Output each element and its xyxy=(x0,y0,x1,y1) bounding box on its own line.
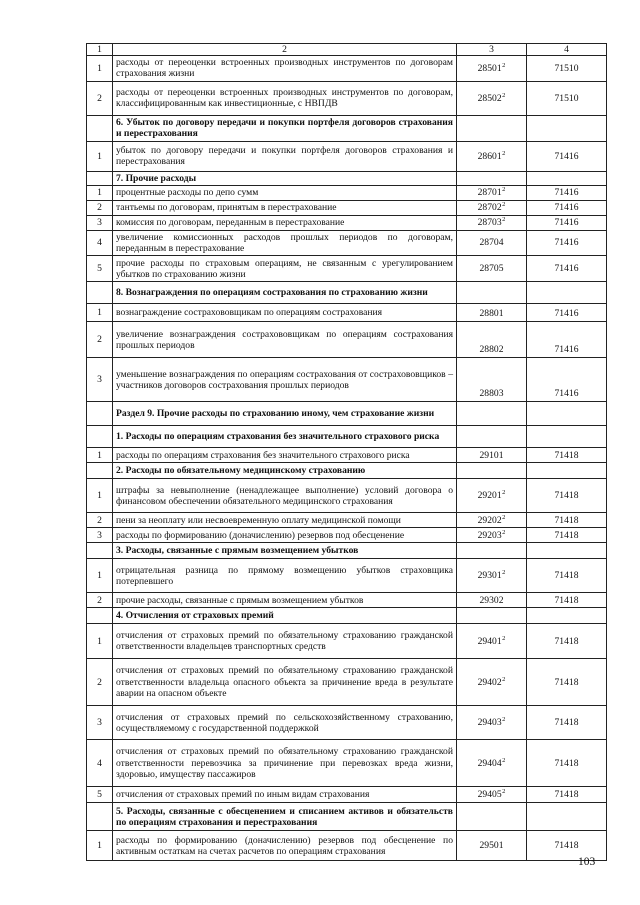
table-row xyxy=(87,513,607,528)
footnote-mark: 2 xyxy=(502,756,506,764)
table-row xyxy=(87,322,607,358)
row-description: убыток по договору передачи и покупки портфеля договоров страхования и перестрахования xyxy=(113,141,457,171)
row-description: отчисления от страховых премий по обязательному страхованию гражданской ответственности перевозчика за причинение при перевозках вреда жизни, здоровью, имуществу пассажиров xyxy=(113,740,457,787)
symbol-code xyxy=(527,115,607,141)
row-number: 2 xyxy=(87,659,113,706)
row-number: 5 xyxy=(87,256,113,282)
symbol-code: 71418 xyxy=(527,528,607,543)
table-header-row xyxy=(87,44,607,56)
section-heading-row xyxy=(87,803,607,831)
row-number: 2 xyxy=(87,200,113,215)
account-code xyxy=(457,56,527,81)
section-heading-row xyxy=(87,115,607,141)
symbol-code: 71416 xyxy=(527,215,607,230)
row-number xyxy=(87,803,113,831)
account-code xyxy=(457,81,527,115)
header-col-symbol: 4 xyxy=(527,44,607,56)
table-row xyxy=(87,215,607,230)
symbol-code: 71416 xyxy=(527,185,607,200)
account-code-value: 28703 xyxy=(477,217,502,229)
account-code xyxy=(457,448,527,463)
section-title: 1. Расходы по операциям страхования без значительного страхового риска xyxy=(113,426,457,448)
account-code-value: 29401 xyxy=(477,635,502,647)
row-number: 1 xyxy=(87,185,113,200)
section-title: 8. Вознаграждения по операциям сострахования по страхованию жизни xyxy=(113,282,457,304)
table-row xyxy=(87,230,607,255)
account-code xyxy=(457,282,527,304)
account-code xyxy=(457,171,527,185)
symbol-code: 71510 xyxy=(527,81,607,115)
header-col-name: 2 xyxy=(113,44,457,56)
table-row xyxy=(87,56,607,81)
symbol-code xyxy=(527,171,607,185)
row-number xyxy=(87,463,113,479)
row-number: 2 xyxy=(87,593,113,608)
symbol-code: 71510 xyxy=(527,56,607,81)
row-description: прочие расходы, связанные с прямым возмещением убытков xyxy=(113,593,457,608)
section-title: 2. Расходы по обязательному медицинскому страхованию xyxy=(113,463,457,479)
symbol-code: 71418 xyxy=(527,831,607,861)
account-code-value: 28701 xyxy=(477,187,502,199)
account-code-value: 28705 xyxy=(479,263,504,275)
table-row xyxy=(87,559,607,593)
account-code-value: 29301 xyxy=(477,570,502,582)
row-number xyxy=(87,608,113,624)
symbol-code: 71418 xyxy=(527,659,607,706)
row-number xyxy=(87,402,113,426)
row-number: 1 xyxy=(87,624,113,659)
account-code-value: 29501 xyxy=(479,840,504,852)
account-code-value: 29203 xyxy=(477,529,502,541)
row-number xyxy=(87,171,113,185)
row-description: расходы от переоценки встроенных производных инструментов по договорам страхования жизни xyxy=(113,56,457,81)
header-col-number: 1 xyxy=(87,44,113,56)
row-number: 3 xyxy=(87,528,113,543)
account-code xyxy=(457,659,527,706)
row-description: увеличение комиссионных расходов прошлых периодов по договорам, переданным в перестрахование xyxy=(113,230,457,255)
table-row xyxy=(87,528,607,543)
table-row xyxy=(87,81,607,115)
symbol-code: 71416 xyxy=(527,322,607,358)
account-code-value: 29403 xyxy=(477,717,502,729)
section-title: Раздел 9. Прочие расходы по страхованию иному, чем страхование жизни xyxy=(113,402,457,426)
table-row xyxy=(87,740,607,787)
symbol-code: 71418 xyxy=(527,593,607,608)
row-description: процентные расходы по депо сумм xyxy=(113,185,457,200)
row-number xyxy=(87,426,113,448)
account-code-value: 29201 xyxy=(477,490,502,502)
account-code-value: 29402 xyxy=(477,676,502,688)
symbol-code: 71418 xyxy=(527,740,607,787)
section-heading-row xyxy=(87,426,607,448)
account-code xyxy=(457,543,527,559)
section-heading-row xyxy=(87,543,607,559)
symbol-code: 71418 xyxy=(527,448,607,463)
row-number xyxy=(87,282,113,304)
table-row xyxy=(87,200,607,215)
account-code xyxy=(457,803,527,831)
table-row xyxy=(87,624,607,659)
row-description: расходы по формированию (доначислению) резервов под обесценение xyxy=(113,528,457,543)
account-code xyxy=(457,608,527,624)
row-number: 5 xyxy=(87,787,113,803)
row-description: штрафы за невыполнение (ненадлежащее выполнение) условий договора о финансовом обеспечении обязательного медицинского страхования xyxy=(113,479,457,513)
footnote-mark: 2 xyxy=(502,528,506,536)
row-number xyxy=(87,543,113,559)
account-table-body xyxy=(87,44,607,861)
row-description: расходы от переоценки встроенных производных инструментов по договорам, классифицированным как инвестиционные, с НВПДВ xyxy=(113,81,457,115)
account-code-value: 29404 xyxy=(477,757,502,769)
table-row xyxy=(87,448,607,463)
table-row xyxy=(87,831,607,861)
account-code xyxy=(457,513,527,528)
account-code xyxy=(457,528,527,543)
account-code xyxy=(457,706,527,740)
footnote-mark: 2 xyxy=(502,716,506,724)
account-code xyxy=(457,624,527,659)
account-code xyxy=(457,593,527,608)
section-heading-row xyxy=(87,282,607,304)
row-number: 1 xyxy=(87,831,113,861)
footnote-mark: 2 xyxy=(502,61,506,69)
footnote-mark: 2 xyxy=(502,149,506,157)
footnote-mark: 2 xyxy=(502,675,506,683)
row-description: пени за неоплату или несвоевременную оплату медицинской помощи xyxy=(113,513,457,528)
row-number: 3 xyxy=(87,706,113,740)
account-code-value: 28803 xyxy=(479,388,504,400)
table-row xyxy=(87,593,607,608)
account-table xyxy=(86,43,607,861)
symbol-code: 71418 xyxy=(527,479,607,513)
symbol-code: 71418 xyxy=(527,706,607,740)
section-title: 6. Убыток по договору передачи и покупки портфеля договоров страхования и перестрахования xyxy=(113,115,457,141)
table-row xyxy=(87,256,607,282)
account-code xyxy=(457,256,527,282)
account-code xyxy=(457,426,527,448)
row-description: уменьшение вознаграждения по операциям сострахования от сострахововщиков – участников договоров сострахования прошлых периодов xyxy=(113,358,457,402)
account-code-value: 28802 xyxy=(479,344,504,356)
header-col-code: 3 xyxy=(457,44,527,56)
row-number xyxy=(87,115,113,141)
account-code xyxy=(457,787,527,803)
row-description: вознаграждение сострахововщикам по операциям сострахования xyxy=(113,304,457,322)
footnote-mark: 2 xyxy=(502,201,506,209)
account-code xyxy=(457,185,527,200)
row-number: 1 xyxy=(87,141,113,171)
account-code-value: 29302 xyxy=(479,594,504,606)
account-code xyxy=(457,141,527,171)
account-code-value: 28502 xyxy=(477,92,502,104)
account-code xyxy=(457,230,527,255)
row-number: 2 xyxy=(87,513,113,528)
row-description: тантьемы по договорам, принятым в перестрахование xyxy=(113,200,457,215)
symbol-code: 71418 xyxy=(527,624,607,659)
footnote-mark: 2 xyxy=(502,91,506,99)
table-row xyxy=(87,185,607,200)
row-number: 4 xyxy=(87,230,113,255)
row-number: 2 xyxy=(87,81,113,115)
section-title: 4. Отчисления от страховых премий xyxy=(113,608,457,624)
table-row xyxy=(87,706,607,740)
account-code xyxy=(457,740,527,787)
row-description: расходы по операциям страхования без значительного страхового риска xyxy=(113,448,457,463)
row-number: 4 xyxy=(87,740,113,787)
account-code xyxy=(457,304,527,322)
account-code-value: 28601 xyxy=(477,150,502,162)
account-code xyxy=(457,200,527,215)
symbol-code xyxy=(527,402,607,426)
symbol-code: 71418 xyxy=(527,559,607,593)
account-code xyxy=(457,559,527,593)
symbol-code: 71418 xyxy=(527,787,607,803)
account-code xyxy=(457,402,527,426)
account-code-value: 29101 xyxy=(479,449,504,461)
account-code-value: 29202 xyxy=(477,514,502,526)
table-row xyxy=(87,141,607,171)
account-code xyxy=(457,479,527,513)
row-number: 1 xyxy=(87,448,113,463)
footnote-mark: 2 xyxy=(502,489,506,497)
row-number: 1 xyxy=(87,479,113,513)
row-description: отчисления от страховых премий по обязательному страхованию гражданской ответственности владельцев транспортных средств xyxy=(113,624,457,659)
account-code xyxy=(457,115,527,141)
row-description: отчисления от страховых премий по сельскохозяйственному страхованию, осуществляемому с государственной поддержкой xyxy=(113,706,457,740)
section-heading-row xyxy=(87,402,607,426)
row-description: отчисления от страховых премий по иным видам страхования xyxy=(113,787,457,803)
row-description: комиссия по договорам, переданным в перестрахование xyxy=(113,215,457,230)
section-title: 3. Расходы, связанные с прямым возмещением убытков xyxy=(113,543,457,559)
symbol-code xyxy=(527,608,607,624)
footnote-mark: 2 xyxy=(502,634,506,642)
table-row xyxy=(87,479,607,513)
account-code-value: 28704 xyxy=(479,237,504,249)
section-title: 7. Прочие расходы xyxy=(113,171,457,185)
page-number: 103 xyxy=(578,856,596,868)
footnote-mark: 2 xyxy=(502,216,506,224)
row-description: увеличение вознаграждения сострахововщикам по операциям сострахования прошлых периодов xyxy=(113,322,457,358)
symbol-code: 71416 xyxy=(527,141,607,171)
symbol-code xyxy=(527,426,607,448)
symbol-code: 71416 xyxy=(527,200,607,215)
table-row xyxy=(87,659,607,706)
symbol-code: 71416 xyxy=(527,304,607,322)
table-row xyxy=(87,304,607,322)
row-description: прочие расходы по страховым операциям, не связанным с урегулированием убытков по страхованию жизни xyxy=(113,256,457,282)
row-description: расходы по формированию (доначислению) резервов под обесценение по активным остаткам на счетах расчетов по операциям страхования xyxy=(113,831,457,861)
account-code xyxy=(457,831,527,861)
account-code-value: 28702 xyxy=(477,202,502,214)
section-heading-row xyxy=(87,463,607,479)
symbol-code xyxy=(527,463,607,479)
symbol-code xyxy=(527,543,607,559)
symbol-code: 71416 xyxy=(527,230,607,255)
section-heading-row xyxy=(87,608,607,624)
table-row xyxy=(87,787,607,803)
account-code xyxy=(457,322,527,358)
footnote-mark: 2 xyxy=(502,186,506,194)
row-number: 3 xyxy=(87,215,113,230)
row-number: 1 xyxy=(87,56,113,81)
account-code xyxy=(457,358,527,402)
row-number: 2 xyxy=(87,322,113,358)
row-number: 1 xyxy=(87,304,113,322)
section-heading-row xyxy=(87,171,607,185)
row-number: 1 xyxy=(87,559,113,593)
row-description: отрицательная разница по прямому возмещению убытков страховщика потерпевшего xyxy=(113,559,457,593)
symbol-code xyxy=(527,282,607,304)
account-code xyxy=(457,463,527,479)
table-row xyxy=(87,358,607,402)
section-title: 5. Расходы, связанные с обесценением и списанием активов и обязательств по операциям страхования и перестрахования xyxy=(113,803,457,831)
account-code-value: 29405 xyxy=(477,789,502,801)
footnote-mark: 2 xyxy=(502,788,506,796)
symbol-code xyxy=(527,803,607,831)
symbol-code: 71418 xyxy=(527,513,607,528)
footnote-mark: 2 xyxy=(502,569,506,577)
row-number: 3 xyxy=(87,358,113,402)
account-code xyxy=(457,215,527,230)
footnote-mark: 2 xyxy=(502,513,506,521)
symbol-code: 71416 xyxy=(527,358,607,402)
symbol-code: 71416 xyxy=(527,256,607,282)
row-description: отчисления от страховых премий по обязательному страхованию гражданской ответственности владельца опасного объекта за причинение вреда в результате аварии на опасном объекте xyxy=(113,659,457,706)
account-code-value: 28801 xyxy=(479,308,504,320)
account-code-value: 28501 xyxy=(477,62,502,74)
